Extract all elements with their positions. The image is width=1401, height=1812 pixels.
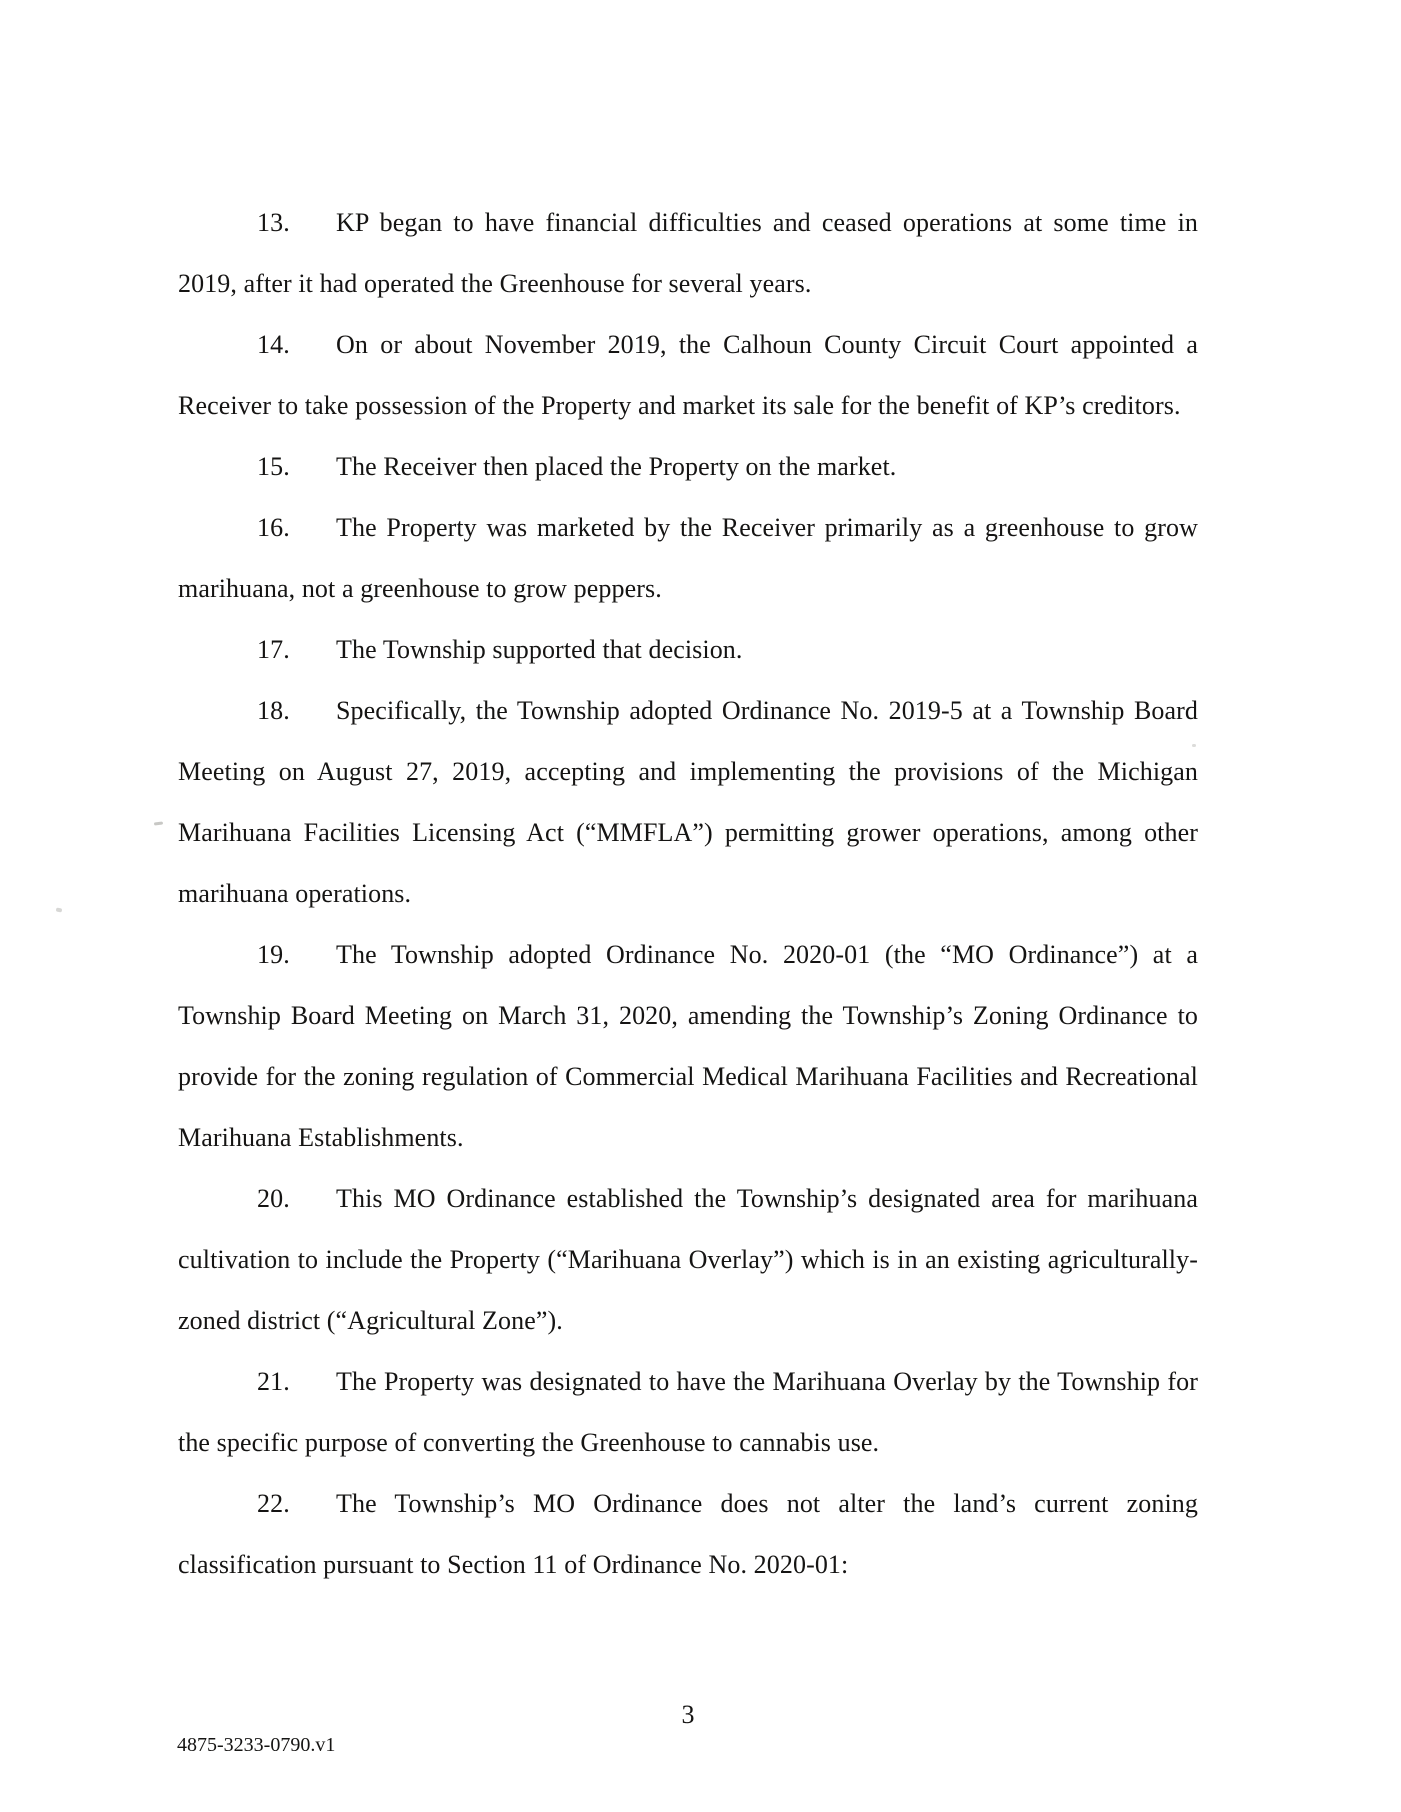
scan-artifact bbox=[1192, 744, 1196, 747]
paragraph bbox=[178, 619, 1198, 680]
paragraph-line: classification pursuant to Section 11 of Ordinance No. 2020-01: bbox=[178, 1550, 849, 1579]
paragraph-first-line: 19. The Township adopted Ordinance No. 2020-01 (the “MO Ordinance”) at a bbox=[178, 924, 1198, 985]
paragraph-line: Receiver to take possession of the Property and market its sale for the benefit of KP’s creditors. bbox=[178, 391, 1181, 420]
paragraph bbox=[178, 192, 1198, 314]
paragraph bbox=[178, 1473, 1198, 1595]
paragraph-line: 2019, after it had operated the Greenhouse for several years. bbox=[178, 269, 812, 298]
paragraph-line: zoned district (“Agricultural Zone”). bbox=[178, 1306, 563, 1335]
paragraph bbox=[178, 680, 1198, 924]
paragraph-first-line: 13. KP began to have financial difficulties and ceased operations at some time in bbox=[178, 192, 1198, 253]
paragraph-first-line: 16. The Property was marketed by the Receiver primarily as a greenhouse to grow bbox=[178, 497, 1198, 558]
paragraph-number: 14. bbox=[257, 330, 290, 359]
paragraph-first-line: 21. The Property was designated to have the Marihuana Overlay by the Township for bbox=[178, 1351, 1198, 1412]
paragraph-number: 15. bbox=[257, 452, 290, 481]
paragraph-first-line: 22. The Township’s MO Ordinance does not alter the land’s current zoning bbox=[178, 1473, 1198, 1534]
paragraph bbox=[178, 314, 1198, 436]
paragraph-first-line: 20. This MO Ordinance established the Township’s designated area for marihuana bbox=[178, 1168, 1198, 1229]
paragraph-number: 13. bbox=[257, 208, 290, 237]
page-number: 3 bbox=[681, 1700, 695, 1729]
paragraph-number: 22. bbox=[257, 1489, 290, 1518]
paragraph-number: 20. bbox=[257, 1184, 290, 1213]
paragraph-first-line: 18. Specifically, the Township adopted Ordinance No. 2019-5 at a Township Board bbox=[178, 680, 1198, 741]
document-id-footer: 4875-3233-0790.v1 bbox=[177, 1734, 336, 1756]
paragraph-first-line: 15. The Receiver then placed the Property on the market. bbox=[178, 436, 1198, 497]
paragraph bbox=[178, 1168, 1198, 1351]
body-text bbox=[178, 192, 1198, 1595]
paragraph-number: 21. bbox=[257, 1367, 290, 1396]
scan-artifact bbox=[154, 821, 163, 825]
paragraph-number: 16. bbox=[257, 513, 290, 542]
paragraph-line: Meeting on August 27, 2019, accepting and implementing the provisions of the Michigan bbox=[178, 757, 1198, 786]
paragraph bbox=[178, 497, 1198, 619]
paragraph-line: Township Board Meeting on March 31, 2020, amending the Township’s Zoning Ordinance to bbox=[178, 1001, 1198, 1030]
paragraph bbox=[178, 924, 1198, 1168]
paragraph-first-line: 17. The Township supported that decision. bbox=[178, 619, 1198, 680]
paragraph-first-line: 14. On or about November 2019, the Calhoun County Circuit Court appointed a bbox=[178, 314, 1198, 375]
paragraph-number: 18. bbox=[257, 696, 290, 725]
paragraph-line: provide for the zoning regulation of Commercial Medical Marihuana Facilities and Recreational bbox=[178, 1062, 1198, 1091]
paragraph-line: Marihuana Establishments. bbox=[178, 1123, 464, 1152]
scan-artifact bbox=[56, 907, 63, 912]
paragraph-number: 19. bbox=[257, 940, 290, 969]
paragraph-line: the specific purpose of converting the Greenhouse to cannabis use. bbox=[178, 1428, 880, 1457]
paragraph-number: 17. bbox=[257, 635, 290, 664]
paragraph-line: Marihuana Facilities Licensing Act (“MMFLA”) permitting grower operations, among other bbox=[178, 818, 1198, 847]
paragraph bbox=[178, 436, 1198, 497]
paragraph-line: marihuana, not a greenhouse to grow peppers. bbox=[178, 574, 662, 603]
paragraph-line: cultivation to include the Property (“Marihuana Overlay”) which is in an existing agriculturally- bbox=[178, 1245, 1198, 1274]
paragraph bbox=[178, 1351, 1198, 1473]
paragraph-line: marihuana operations. bbox=[178, 879, 412, 908]
